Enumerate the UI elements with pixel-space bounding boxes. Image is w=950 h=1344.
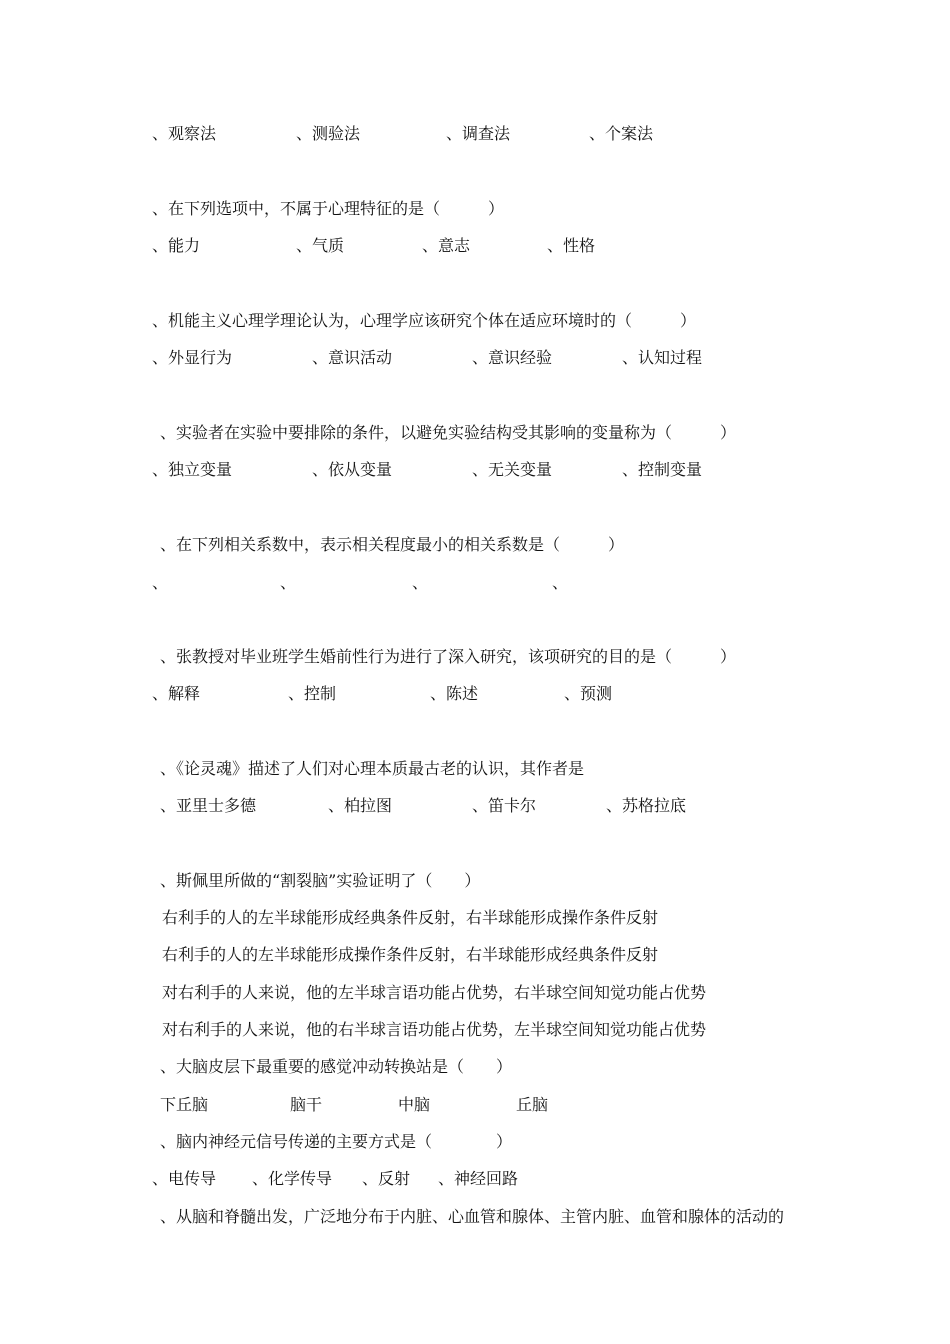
option-d: 、预测	[564, 684, 613, 703]
option-c: 、意识经验	[472, 348, 553, 367]
question-stem: 、脑内神经元信号传递的主要方式是（ ）	[160, 1132, 513, 1151]
option-a: 下丘脑	[160, 1095, 209, 1114]
option-b: 、气质	[296, 236, 345, 255]
option-a: 、解释	[152, 684, 201, 703]
option-b: 右利手的人的左半球能形成操作条件反射，右半球能形成经典条件反射	[162, 945, 659, 964]
option-d: 、	[552, 573, 569, 592]
option-d: 、苏格拉底	[606, 796, 687, 815]
option-a: 、外显行为	[152, 348, 233, 367]
option-d: 、个案法	[589, 124, 654, 143]
option-a: 、亚里士多德	[160, 796, 257, 815]
question-stem: 、张教授对毕业班学生婚前性行为进行了深入研究，该项研究的目的是（ ）	[160, 647, 737, 666]
question-stem: 、从脑和脊髓出发，广泛地分布于内脏、心血管和腺体、主管内脏、血管和腺体的活动的	[160, 1207, 785, 1226]
option-a: 右利手的人的左半球能形成经典条件反射，右半球能形成操作条件反射	[162, 908, 659, 927]
option-b: 脑干	[290, 1095, 323, 1114]
option-c: 、	[412, 573, 429, 592]
option-d: 、认知过程	[622, 348, 703, 367]
option-a: 、能力	[152, 236, 201, 255]
option-c: 、意志	[422, 236, 471, 255]
option-b: 、柏拉图	[328, 796, 393, 815]
option-c: 对右利手的人来说，他的左半球言语功能占优势，右半球空间知觉功能占优势	[162, 983, 707, 1002]
option-b: 、测验法	[296, 124, 361, 143]
option-c: 、陈述	[430, 684, 479, 703]
option-b: 、化学传导	[252, 1169, 333, 1188]
option-c: 、笛卡尔	[472, 796, 537, 815]
option-c: 中脑	[398, 1095, 431, 1114]
option-a: 、观察法	[152, 124, 217, 143]
option-d: 对右利手的人来说，他的右半球言语功能占优势，左半球空间知觉功能占优势	[162, 1020, 707, 1039]
option-c: 、反射	[362, 1169, 411, 1188]
question-stem: 、实验者在实验中要排除的条件，以避免实验结构受其影响的变量称为（ ）	[160, 423, 737, 442]
option-d: 、控制变量	[622, 460, 703, 479]
option-b: 、依从变量	[312, 460, 393, 479]
option-d: 、神经回路	[438, 1169, 519, 1188]
question-stem: 、《论灵魂》描述了人们对心理本质最古老的认识，其作者是	[160, 759, 585, 778]
option-d: 、性格	[547, 236, 596, 255]
question-stem: 、在下列选项中，不属于心理特征的是（ ）	[152, 199, 505, 218]
option-b: 、控制	[288, 684, 337, 703]
option-c: 、无关变量	[472, 460, 553, 479]
option-b: 、意识活动	[312, 348, 393, 367]
option-a: 、电传导	[152, 1169, 217, 1188]
question-stem: 、在下列相关系数中，表示相关程度最小的相关系数是（ ）	[160, 535, 625, 554]
option-a: 、	[152, 573, 169, 592]
option-a: 、独立变量	[152, 460, 233, 479]
question-stem: 、机能主义心理学理论认为，心理学应该研究个体在适应环境时的（ ）	[152, 311, 697, 330]
option-c: 、调查法	[446, 124, 511, 143]
question-stem: 、斯佩里所做的“割裂脑”实验证明了（ ）	[160, 871, 481, 890]
option-d: 丘脑	[516, 1095, 549, 1114]
option-b: 、	[280, 573, 297, 592]
question-stem: 、大脑皮层下最重要的感觉冲动转换站是（ ）	[160, 1057, 513, 1076]
